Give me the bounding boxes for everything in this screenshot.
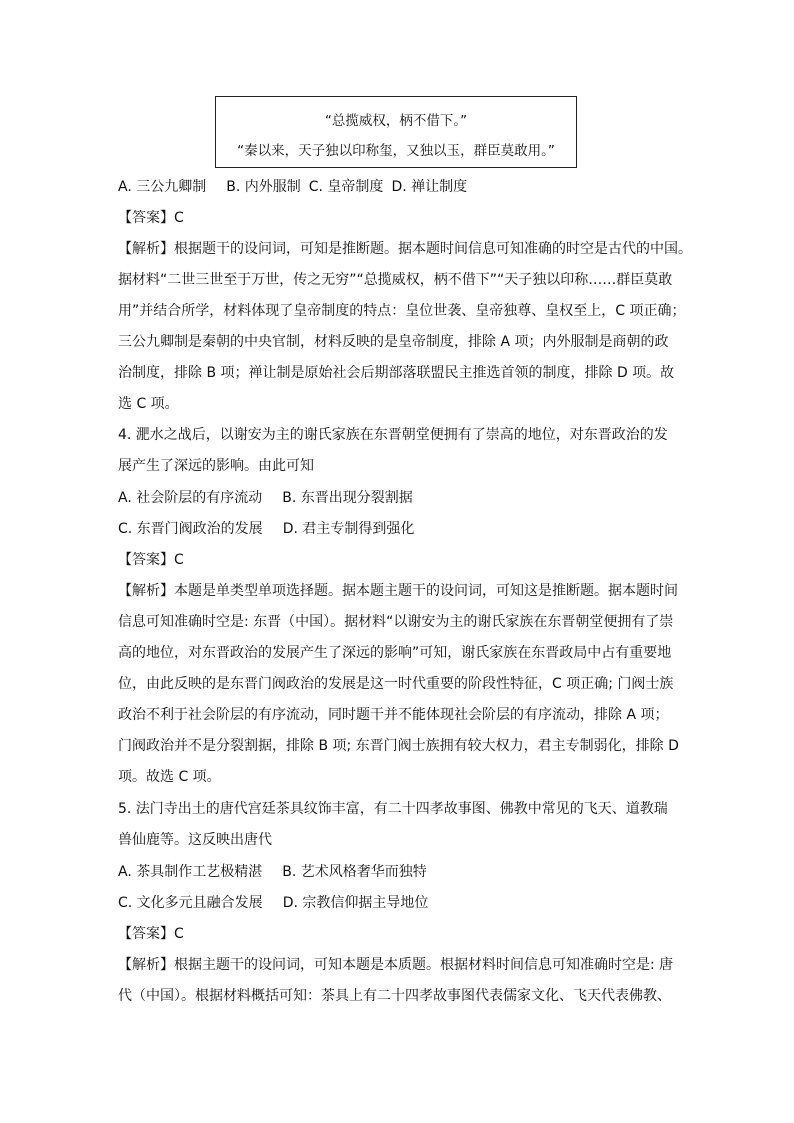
q4-options-row-1 — [118, 488, 413, 508]
q3-analysis-line: 据材料“二世三世至于万世，传之无穷”“总揽威权，柄不借下”“天子独以印称……群臣莫敢 — [118, 272, 673, 288]
q4-analysis-line: 政治不利于社会阶层的有序流动，同时题干并不能体现社会阶层的有序流动，排除 A 项； — [118, 707, 669, 723]
q4-analysis-line: 项。故选 C 项。 — [118, 769, 221, 785]
q4-stem-line: 展产生了深远的影响。由此可知 — [118, 458, 314, 474]
q4-analysis-line: 【解析】本题是单类型单项选择题。据本题主题干的设问词，可知这是推断题。据本题时间 — [118, 583, 678, 599]
q5-option-d: D. 宗教信仰据主导地位 — [282, 895, 429, 911]
q3-analysis-line: 【解析】根据题干的设问词，可知是推断题。据本题时间信息可知准确的时空是古代的中国。 — [118, 241, 692, 257]
q3-option-c: C. 皇帝制度 — [308, 179, 384, 195]
q3-analysis-line: 用”并结合所学，材料体现了皇帝制度的特点：皇位世袭、皇帝独尊、皇权至上，C 项正确； — [118, 303, 686, 319]
q3-analysis-line: 治制度，排除 B 项；禅让制是原始社会后期部落联盟民主推选首领的制度，排除 D 项。故 — [118, 365, 675, 381]
q5-stem-line: 兽仙鹿等。这反映出唐代 — [118, 832, 272, 848]
q4-option-c: C. 东晋门阀政治的发展 — [118, 521, 263, 537]
q4-analysis-line: 高的地位，对东晋政治的发展产生了深远的影响”可知，谢氏家族在东晋政局中占有重要地 — [118, 645, 672, 661]
q3-answer: 【答案】C — [118, 210, 184, 226]
q5-analysis-line: 代（中国）。根据材料概括可知：茶具上有二十四孝故事图代表儒家文化、飞天代表佛教、 — [118, 988, 671, 1004]
quote-line-2: “秦以来，天子独以印称玺，又独以玉，群臣莫敢用。” — [237, 143, 555, 159]
q4-analysis-line: 信息可知准确时空是: 东晋（中国）。据材料“以谢安为主的谢氏家族在东晋朝堂便拥有了崇 — [118, 614, 674, 630]
q3-option-a: A. 三公九卿制 — [118, 179, 207, 195]
q5-options-row-1 — [118, 862, 427, 882]
q5-stem-line: 5. 法门寺出土的唐代宫廷茶具纹饰丰富，有二十四孝故事图、佛教中常见的飞天、道教瑞 — [118, 801, 668, 817]
q4-option-b: B. 东晋出现分裂割据 — [282, 490, 413, 506]
q5-options-row-2 — [118, 893, 428, 913]
q3-option-d: D. 禅让制度 — [391, 179, 468, 195]
q4-analysis-line: 位，由此反映的是东晋门阀政治的发展是这一时代重要的阶段性特征，C 项正确; 门阀士族 — [118, 676, 674, 692]
q4-option-a: A. 社会阶层的有序流动 — [118, 490, 263, 506]
q5-option-c: C. 文化多元且融合发展 — [118, 895, 263, 911]
q4-answer: 【答案】C — [118, 552, 184, 568]
q5-option-b: B. 艺术风格奢华而独特 — [282, 864, 427, 880]
q3-option-b: B. 内外服制 — [226, 179, 301, 195]
q3-analysis-line: 选 C 项。 — [118, 396, 179, 412]
quote-box — [215, 96, 577, 168]
q4-option-d: D. 君主专制得到强化 — [282, 521, 415, 537]
q4-analysis-line: 门阀政治并不是分裂割据，排除 B 项; 东晋门阀士族拥有较大权力，君主专制弱化，排除 D — [118, 738, 679, 754]
q5-answer: 【答案】C — [118, 926, 184, 942]
q3-options — [118, 177, 467, 197]
q4-options-row-2 — [118, 519, 414, 539]
q5-option-a: A. 茶具制作工艺极精湛 — [118, 864, 263, 880]
q4-stem-line: 4. 淝水之战后，以谢安为主的谢氏家族在东晋朝堂便拥有了崇高的地位，对东晋政治的发 — [118, 427, 668, 443]
q5-analysis-line: 【解析】根据主题干的设问词，可知本题是本质题。根据材料时间信息可知准确时空是: 唐 — [118, 957, 674, 973]
quote-line-1: “总揽威权，柄不借下。” — [324, 113, 468, 129]
q3-analysis-line: 三公九卿制是秦朝的中央官制，材料反映的是皇帝制度，排除 A 项；内外服制是商朝的政 — [118, 334, 669, 350]
